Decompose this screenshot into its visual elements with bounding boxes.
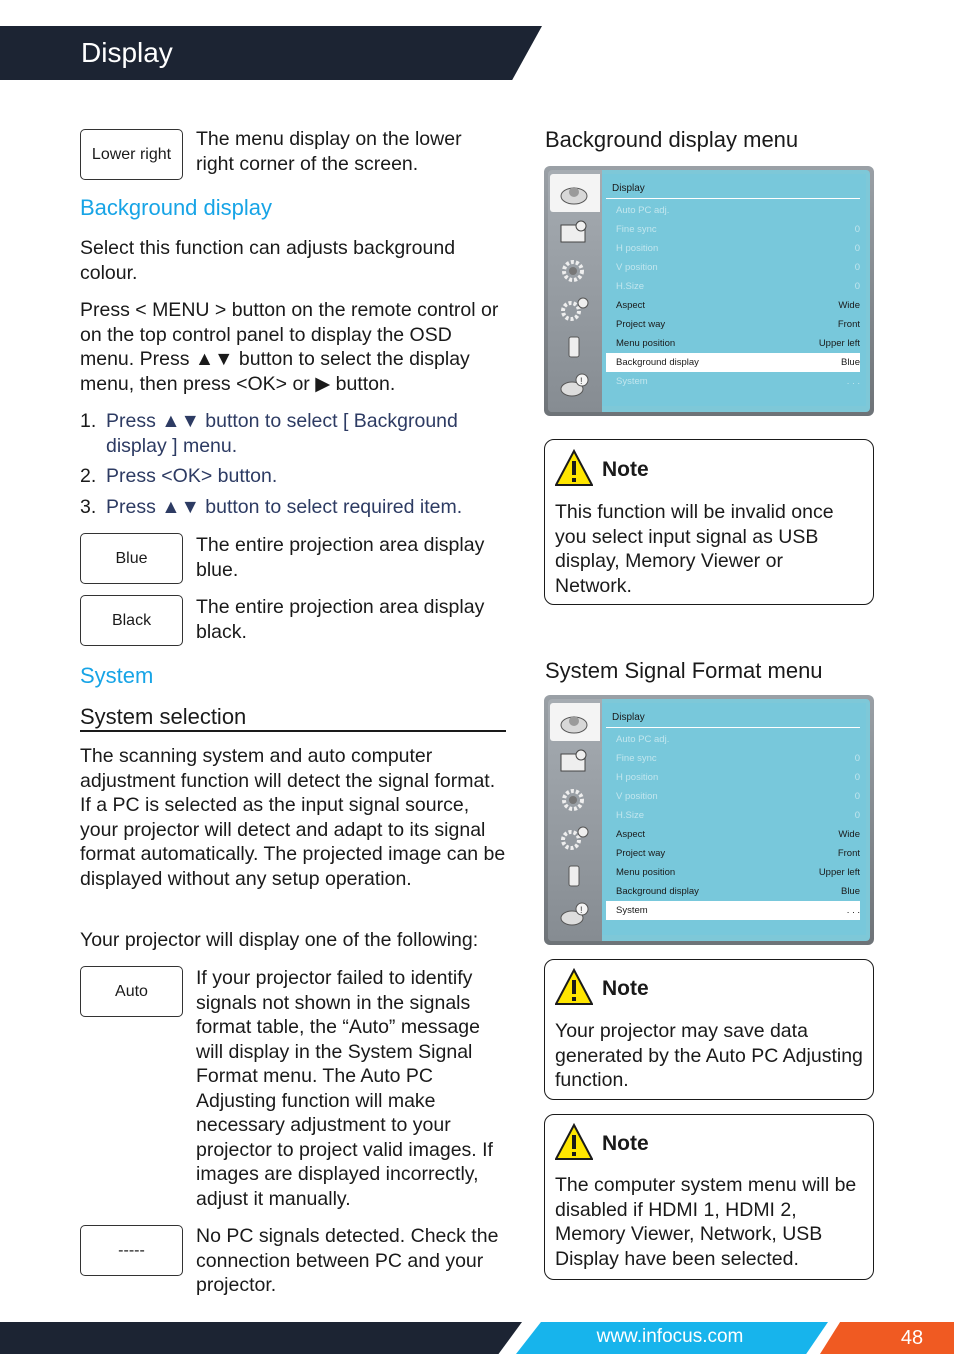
blue-label: Blue xyxy=(80,533,183,584)
system-menu-caption: System Signal Format menu xyxy=(545,658,823,683)
osd-row-aspect[interactable]: Aspect Wide xyxy=(616,829,860,840)
osd-menu-panel xyxy=(602,174,866,406)
osd-row-h-position[interactable]: H position 0 xyxy=(616,772,860,783)
gear-icon xyxy=(558,258,590,284)
system-options-intro: Your projector will display one of the following: xyxy=(80,929,479,951)
osd-sidebar xyxy=(548,699,602,941)
svg-text:!: ! xyxy=(580,376,583,386)
footer-url-link[interactable]: www.infocus.com xyxy=(596,1326,744,1347)
note-title: Note xyxy=(602,1132,649,1155)
no-signal-desc: No PC signals detected. Check the connection between PC and your projector. xyxy=(196,1225,499,1296)
osd-row-aspect[interactable]: Aspect Wide xyxy=(616,300,860,311)
background-menu-caption: Background display menu xyxy=(545,127,799,152)
osd-row-v-position[interactable]: V position 0 xyxy=(616,791,860,802)
osd-row-fine-sync[interactable]: Fine sync 0 xyxy=(616,224,860,235)
auto-label: Auto xyxy=(80,966,183,1017)
osd-background-menu xyxy=(544,166,874,416)
warning-icon xyxy=(555,449,593,487)
background-display-heading: Background display xyxy=(80,195,273,220)
display-icon xyxy=(558,709,590,735)
step-text: Press ▲▼ button to select required item. xyxy=(106,496,463,518)
gear-icon xyxy=(558,787,590,813)
info-icon xyxy=(558,372,590,398)
note-box xyxy=(544,439,874,605)
black-desc: The entire projection area display black. xyxy=(196,596,485,643)
image-icon xyxy=(558,749,590,775)
note-body: The computer system menu will be disabled if HDMI 1, HDMI 2, Memory Viewer, Network, USB Display have been selected. xyxy=(555,1174,857,1270)
no-signal-label: ----- xyxy=(80,1225,183,1276)
note-title: Note xyxy=(602,458,649,481)
note-body: This function will be invalid once you select input signal as USB display, Memory Viewer or Network. xyxy=(555,501,834,597)
osd-row-menu-position[interactable]: Menu position Upper left xyxy=(616,338,860,349)
note-box xyxy=(544,959,874,1100)
osd-sidebar xyxy=(548,170,602,412)
page-title: Display xyxy=(81,37,173,68)
osd-row-menu-position[interactable]: Menu position Upper left xyxy=(616,867,860,878)
osd-row-background-display[interactable]: Background display Blue xyxy=(616,886,860,897)
system-heading: System xyxy=(80,663,154,688)
blue-desc: The entire projection area display blue. xyxy=(196,534,485,581)
step-number: 1. xyxy=(80,410,97,432)
osd-row-background-display[interactable]: Background display Blue xyxy=(606,353,860,372)
lower-right-desc: The menu display on the lower right corner of the screen. xyxy=(196,128,462,175)
svg-text:!: ! xyxy=(580,905,583,915)
osd-row-h-size[interactable]: H.Size 0 xyxy=(616,810,860,821)
osd-row-project-way[interactable]: Project way Front xyxy=(616,848,860,859)
auto-desc: If your projector failed to identify signals not shown in the signals format table, the “Auto” message will display in the System Signal Format menu. The Auto PC Adjusting function will make necessary adjustment to your projector to project valid images. If images are displayed incorrectly, adjust it manually. xyxy=(196,967,493,1210)
note-box xyxy=(544,1114,874,1280)
usb-icon xyxy=(558,334,590,360)
osd-row-v-position[interactable]: V position 0 xyxy=(616,262,860,273)
osd-row-project-way[interactable]: Project way Front xyxy=(616,319,860,330)
page-number: 48 xyxy=(900,1327,924,1349)
system-description: The scanning system and auto computer adjustment function will detect the signal format. If a PC is selected as the input signal source, your projector will detect and adapt to its signal format automatically. The projected image can be displayed without any setup operation. xyxy=(80,745,506,890)
advanced-settings-icon xyxy=(558,296,590,322)
note-body: Your projector may save data generated by the Auto PC Adjusting function. xyxy=(555,1020,863,1091)
advanced-settings-icon xyxy=(558,825,590,851)
info-icon xyxy=(558,901,590,927)
osd-system-menu xyxy=(544,695,874,945)
warning-icon xyxy=(555,1123,593,1161)
osd-row-system[interactable]: System . . . xyxy=(606,901,860,920)
osd-title: Display xyxy=(612,183,645,194)
step-text: Press <OK> button. xyxy=(106,465,278,487)
display-icon xyxy=(558,180,590,206)
warning-icon xyxy=(555,968,593,1006)
step-number: 3. xyxy=(80,496,97,518)
image-icon xyxy=(558,220,590,246)
system-selection-subheading: System selection xyxy=(80,704,247,729)
osd-menu-panel xyxy=(602,703,866,935)
step-text: Press ▲▼ button to select [ Background display ] menu. xyxy=(106,410,458,457)
osd-row-auto-pc-adj[interactable]: Auto PC adj. xyxy=(616,205,670,216)
osd-row-h-position[interactable]: H position 0 xyxy=(616,243,860,254)
osd-row-auto-pc-adj[interactable]: Auto PC adj. xyxy=(616,734,670,745)
osd-title: Display xyxy=(612,712,645,723)
note-title: Note xyxy=(602,977,649,1000)
subheading-rule xyxy=(80,730,506,732)
background-display-instructions: Press < MENU > button on the remote control or on the top control panel to display the OSD menu. Press ▲▼ button to select the display menu, then press <OK> or ▶ button. xyxy=(80,299,499,395)
step-number: 2. xyxy=(80,465,97,487)
osd-row-system[interactable]: System . . . xyxy=(616,376,860,387)
background-display-intro: Select this function can adjusts background colour. xyxy=(80,237,456,284)
osd-row-h-size[interactable]: H.Size 0 xyxy=(616,281,860,292)
osd-row-fine-sync[interactable]: Fine sync 0 xyxy=(616,753,860,764)
footer-bar xyxy=(0,1322,522,1354)
usb-icon xyxy=(558,863,590,889)
lower-right-label: Lower right xyxy=(80,129,183,180)
black-label: Black xyxy=(80,595,183,646)
